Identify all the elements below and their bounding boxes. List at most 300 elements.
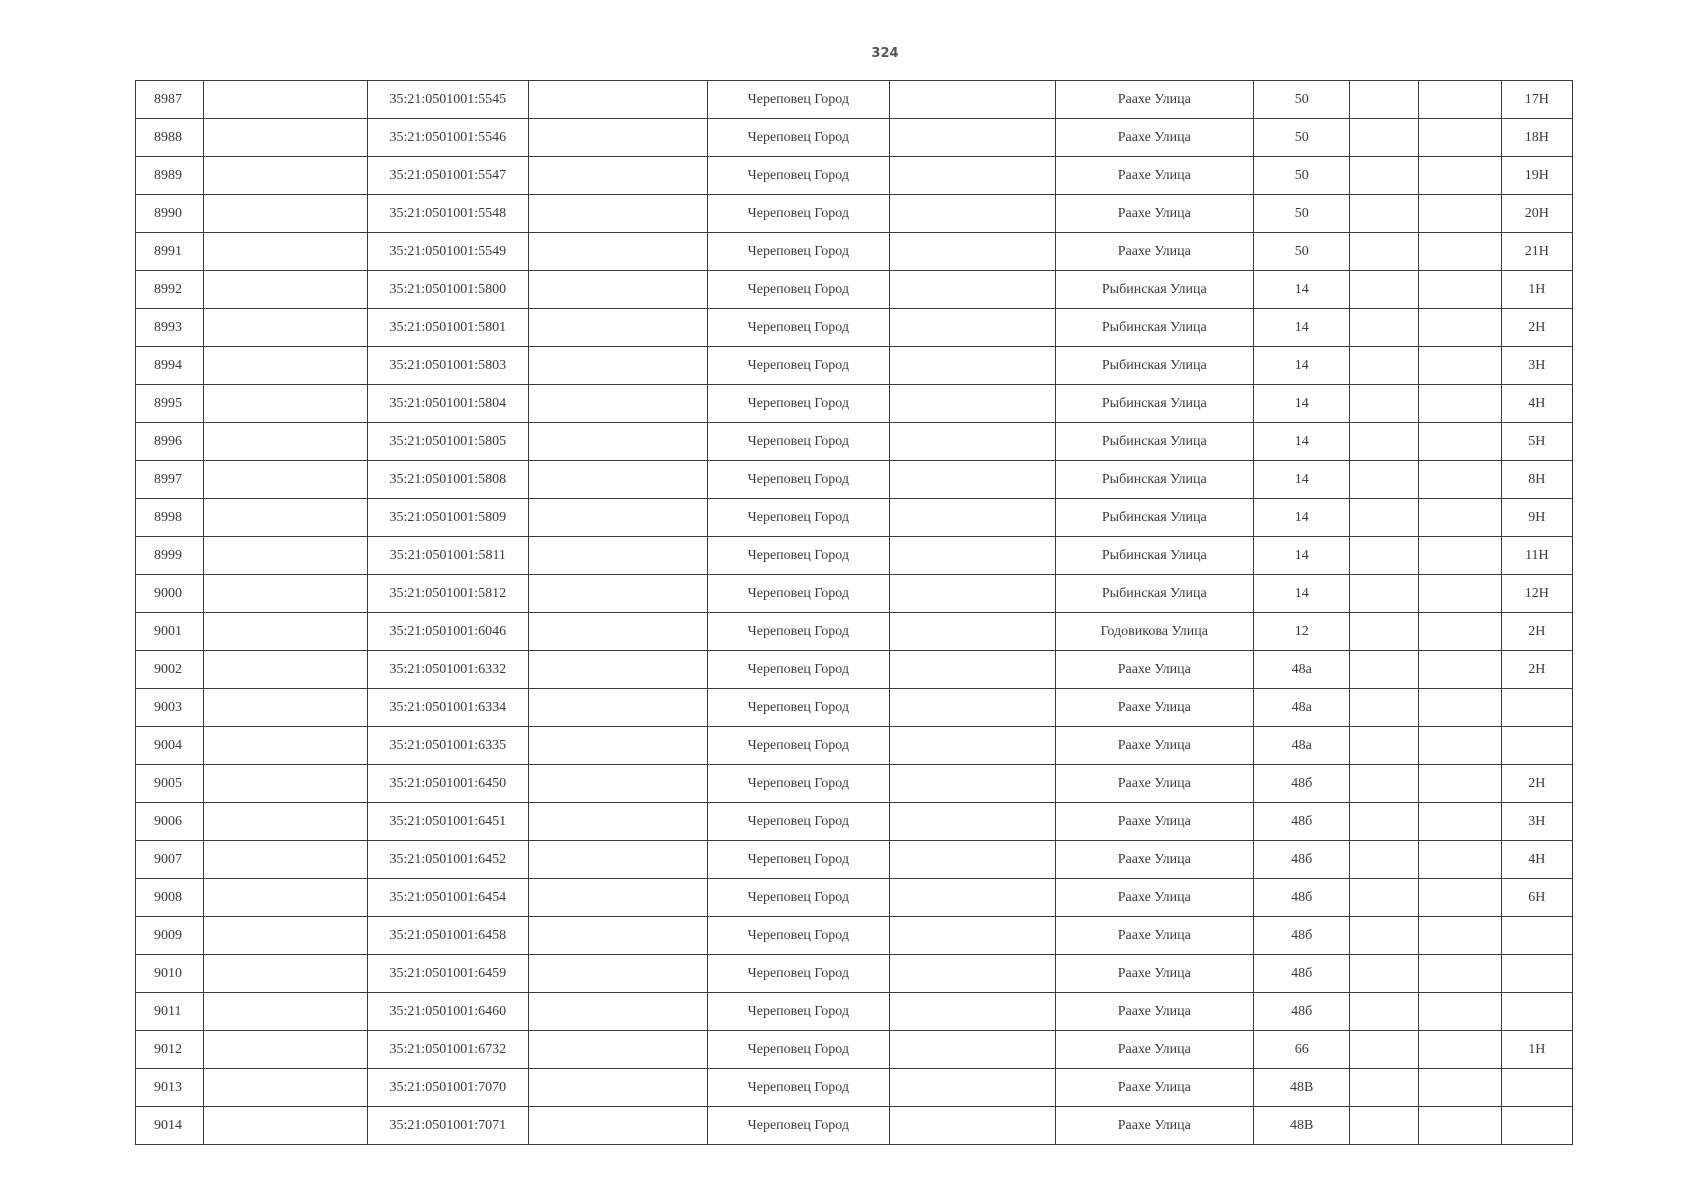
house-number-cell: 48а — [1254, 651, 1350, 689]
empty-cell — [890, 271, 1055, 309]
row-number-cell: 9003 — [136, 689, 204, 727]
table-row — [136, 385, 1573, 423]
locality-cell: Череповец Город — [707, 233, 890, 271]
empty-cell — [529, 1031, 707, 1069]
premises-number-cell: 1Н — [1501, 271, 1572, 309]
premises-number-cell — [1501, 1107, 1572, 1145]
house-number-cell: 14 — [1254, 461, 1350, 499]
empty-cell — [1350, 727, 1418, 765]
street-cell: Раахе Улица — [1055, 651, 1254, 689]
cadastral-number-cell: 35:21:0501001:5546 — [367, 119, 528, 157]
empty-cell — [529, 575, 707, 613]
empty-cell — [890, 917, 1055, 955]
empty-cell — [890, 423, 1055, 461]
street-cell: Раахе Улица — [1055, 1107, 1254, 1145]
street-cell: Раахе Улица — [1055, 765, 1254, 803]
empty-cell — [1418, 765, 1501, 803]
table-row — [136, 461, 1573, 499]
empty-cell — [204, 575, 367, 613]
empty-cell — [204, 993, 367, 1031]
empty-cell — [529, 119, 707, 157]
cadastral-number-cell: 35:21:0501001:5809 — [367, 499, 528, 537]
house-number-cell: 48В — [1254, 1107, 1350, 1145]
premises-number-cell: 3Н — [1501, 347, 1572, 385]
house-number-cell: 14 — [1254, 499, 1350, 537]
empty-cell — [204, 727, 367, 765]
empty-cell — [204, 195, 367, 233]
street-cell: Рыбинская Улица — [1055, 309, 1254, 347]
locality-cell: Череповец Город — [707, 81, 890, 119]
house-number-cell: 14 — [1254, 385, 1350, 423]
empty-cell — [890, 727, 1055, 765]
house-number-cell: 14 — [1254, 309, 1350, 347]
table-row — [136, 613, 1573, 651]
table-row — [136, 233, 1573, 271]
premises-number-cell: 20Н — [1501, 195, 1572, 233]
empty-cell — [529, 727, 707, 765]
row-number-cell: 8987 — [136, 81, 204, 119]
table-row — [136, 955, 1573, 993]
empty-cell — [1350, 347, 1418, 385]
empty-cell — [1350, 461, 1418, 499]
empty-cell — [890, 233, 1055, 271]
street-cell: Рыбинская Улица — [1055, 385, 1254, 423]
cadastral-number-cell: 35:21:0501001:6454 — [367, 879, 528, 917]
house-number-cell: 14 — [1254, 575, 1350, 613]
empty-cell — [1350, 651, 1418, 689]
premises-number-cell: 8Н — [1501, 461, 1572, 499]
locality-cell: Череповец Город — [707, 651, 890, 689]
empty-cell — [1350, 119, 1418, 157]
empty-cell — [1418, 81, 1501, 119]
table-body — [136, 81, 1573, 1145]
street-cell: Рыбинская Улица — [1055, 575, 1254, 613]
empty-cell — [1350, 195, 1418, 233]
empty-cell — [890, 537, 1055, 575]
empty-cell — [529, 689, 707, 727]
row-number-cell: 9010 — [136, 955, 204, 993]
empty-cell — [890, 993, 1055, 1031]
house-number-cell: 50 — [1254, 195, 1350, 233]
locality-cell: Череповец Город — [707, 461, 890, 499]
empty-cell — [1350, 1069, 1418, 1107]
street-cell: Раахе Улица — [1055, 81, 1254, 119]
empty-cell — [890, 879, 1055, 917]
empty-cell — [1418, 499, 1501, 537]
empty-cell — [1418, 803, 1501, 841]
street-cell: Раахе Улица — [1055, 803, 1254, 841]
table-row — [136, 1031, 1573, 1069]
empty-cell — [204, 917, 367, 955]
empty-cell — [890, 461, 1055, 499]
premises-number-cell: 12Н — [1501, 575, 1572, 613]
street-cell: Раахе Улица — [1055, 195, 1254, 233]
empty-cell — [529, 1107, 707, 1145]
empty-cell — [890, 689, 1055, 727]
empty-cell — [890, 613, 1055, 651]
locality-cell: Череповец Город — [707, 1031, 890, 1069]
empty-cell — [1418, 195, 1501, 233]
street-cell: Раахе Улица — [1055, 157, 1254, 195]
empty-cell — [1418, 271, 1501, 309]
locality-cell: Череповец Город — [707, 879, 890, 917]
house-number-cell: 14 — [1254, 347, 1350, 385]
empty-cell — [890, 347, 1055, 385]
empty-cell — [529, 803, 707, 841]
locality-cell: Череповец Город — [707, 499, 890, 537]
row-number-cell: 9006 — [136, 803, 204, 841]
row-number-cell: 9013 — [136, 1069, 204, 1107]
locality-cell: Череповец Город — [707, 575, 890, 613]
cadastral-number-cell: 35:21:0501001:5812 — [367, 575, 528, 613]
empty-cell — [529, 461, 707, 499]
cadastral-number-cell: 35:21:0501001:6459 — [367, 955, 528, 993]
row-number-cell: 9007 — [136, 841, 204, 879]
premises-number-cell — [1501, 955, 1572, 993]
empty-cell — [1418, 309, 1501, 347]
empty-cell — [1418, 537, 1501, 575]
empty-cell — [529, 879, 707, 917]
empty-cell — [1350, 841, 1418, 879]
empty-cell — [1350, 1107, 1418, 1145]
empty-cell — [204, 765, 367, 803]
empty-cell — [529, 81, 707, 119]
empty-cell — [204, 537, 367, 575]
empty-cell — [204, 651, 367, 689]
empty-cell — [890, 499, 1055, 537]
house-number-cell: 12 — [1254, 613, 1350, 651]
cadastral-number-cell: 35:21:0501001:5545 — [367, 81, 528, 119]
table-row — [136, 119, 1573, 157]
locality-cell: Череповец Город — [707, 1069, 890, 1107]
empty-cell — [1418, 423, 1501, 461]
table-row — [136, 727, 1573, 765]
street-cell: Раахе Улица — [1055, 1069, 1254, 1107]
cadastral-number-cell: 35:21:0501001:5800 — [367, 271, 528, 309]
empty-cell — [890, 1031, 1055, 1069]
empty-cell — [1418, 461, 1501, 499]
locality-cell: Череповец Город — [707, 385, 890, 423]
empty-cell — [204, 955, 367, 993]
row-number-cell: 8996 — [136, 423, 204, 461]
house-number-cell: 48б — [1254, 803, 1350, 841]
empty-cell — [529, 841, 707, 879]
empty-cell — [1418, 1107, 1501, 1145]
empty-cell — [890, 955, 1055, 993]
empty-cell — [1418, 385, 1501, 423]
premises-number-cell: 1Н — [1501, 1031, 1572, 1069]
empty-cell — [890, 651, 1055, 689]
row-number-cell: 8991 — [136, 233, 204, 271]
empty-cell — [1418, 233, 1501, 271]
house-number-cell: 50 — [1254, 81, 1350, 119]
house-number-cell: 14 — [1254, 423, 1350, 461]
cadastral-number-cell: 35:21:0501001:6458 — [367, 917, 528, 955]
premises-number-cell — [1501, 689, 1572, 727]
cadastral-number-cell: 35:21:0501001:5803 — [367, 347, 528, 385]
empty-cell — [204, 1107, 367, 1145]
row-number-cell: 8999 — [136, 537, 204, 575]
premises-number-cell: 19Н — [1501, 157, 1572, 195]
row-number-cell: 9012 — [136, 1031, 204, 1069]
house-number-cell: 48б — [1254, 993, 1350, 1031]
empty-cell — [1418, 955, 1501, 993]
cadastral-number-cell: 35:21:0501001:6452 — [367, 841, 528, 879]
row-number-cell: 9008 — [136, 879, 204, 917]
empty-cell — [890, 841, 1055, 879]
empty-cell — [529, 157, 707, 195]
empty-cell — [204, 81, 367, 119]
street-cell: Раахе Улица — [1055, 917, 1254, 955]
empty-cell — [1418, 347, 1501, 385]
premises-number-cell: 2Н — [1501, 651, 1572, 689]
house-number-cell: 48б — [1254, 917, 1350, 955]
cadastral-number-cell: 35:21:0501001:5549 — [367, 233, 528, 271]
empty-cell — [529, 537, 707, 575]
row-number-cell: 8997 — [136, 461, 204, 499]
street-cell: Раахе Улица — [1055, 727, 1254, 765]
premises-number-cell — [1501, 1069, 1572, 1107]
cadastral-number-cell: 35:21:0501001:5804 — [367, 385, 528, 423]
empty-cell — [1350, 879, 1418, 917]
locality-cell: Череповец Город — [707, 347, 890, 385]
cadastral-number-cell: 35:21:0501001:6732 — [367, 1031, 528, 1069]
empty-cell — [1418, 727, 1501, 765]
table-row — [136, 271, 1573, 309]
cadastral-number-cell: 35:21:0501001:6460 — [367, 993, 528, 1031]
house-number-cell: 48а — [1254, 689, 1350, 727]
premises-number-cell: 6Н — [1501, 879, 1572, 917]
house-number-cell: 48б — [1254, 879, 1350, 917]
house-number-cell: 50 — [1254, 233, 1350, 271]
premises-number-cell: 3Н — [1501, 803, 1572, 841]
row-number-cell: 9004 — [136, 727, 204, 765]
empty-cell — [1418, 879, 1501, 917]
empty-cell — [1350, 689, 1418, 727]
empty-cell — [890, 1069, 1055, 1107]
premises-number-cell: 5Н — [1501, 423, 1572, 461]
empty-cell — [1350, 81, 1418, 119]
street-cell: Годовикова Улица — [1055, 613, 1254, 651]
street-cell: Рыбинская Улица — [1055, 347, 1254, 385]
empty-cell — [890, 385, 1055, 423]
street-cell: Раахе Улица — [1055, 955, 1254, 993]
house-number-cell: 66 — [1254, 1031, 1350, 1069]
empty-cell — [890, 803, 1055, 841]
table-row — [136, 1107, 1573, 1145]
house-number-cell: 48б — [1254, 955, 1350, 993]
table-row — [136, 537, 1573, 575]
empty-cell — [529, 917, 707, 955]
table-row — [136, 195, 1573, 233]
empty-cell — [1418, 575, 1501, 613]
empty-cell — [1418, 1069, 1501, 1107]
table-row — [136, 803, 1573, 841]
locality-cell: Череповец Город — [707, 613, 890, 651]
table-row — [136, 841, 1573, 879]
empty-cell — [204, 1069, 367, 1107]
cadastral-number-cell: 35:21:0501001:5808 — [367, 461, 528, 499]
locality-cell: Череповец Город — [707, 993, 890, 1031]
locality-cell: Череповец Город — [707, 955, 890, 993]
cadastral-number-cell: 35:21:0501001:5811 — [367, 537, 528, 575]
row-number-cell: 9000 — [136, 575, 204, 613]
empty-cell — [529, 423, 707, 461]
empty-cell — [529, 271, 707, 309]
empty-cell — [204, 347, 367, 385]
locality-cell: Череповец Город — [707, 841, 890, 879]
empty-cell — [890, 309, 1055, 347]
empty-cell — [529, 233, 707, 271]
table-row — [136, 575, 1573, 613]
cadastral-number-cell: 35:21:0501001:7070 — [367, 1069, 528, 1107]
locality-cell: Череповец Город — [707, 119, 890, 157]
empty-cell — [1418, 917, 1501, 955]
empty-cell — [204, 841, 367, 879]
house-number-cell: 50 — [1254, 157, 1350, 195]
locality-cell: Череповец Город — [707, 195, 890, 233]
empty-cell — [204, 271, 367, 309]
empty-cell — [1350, 575, 1418, 613]
empty-cell — [1418, 841, 1501, 879]
premises-number-cell: 2Н — [1501, 613, 1572, 651]
row-number-cell: 8989 — [136, 157, 204, 195]
house-number-cell: 48В — [1254, 1069, 1350, 1107]
table-row — [136, 347, 1573, 385]
cadastral-number-cell: 35:21:0501001:6451 — [367, 803, 528, 841]
empty-cell — [204, 461, 367, 499]
empty-cell — [204, 119, 367, 157]
empty-cell — [204, 879, 367, 917]
row-number-cell: 8988 — [136, 119, 204, 157]
empty-cell — [204, 157, 367, 195]
empty-cell — [529, 347, 707, 385]
street-cell: Раахе Улица — [1055, 879, 1254, 917]
row-number-cell: 9009 — [136, 917, 204, 955]
cadastral-number-cell: 35:21:0501001:6335 — [367, 727, 528, 765]
house-number-cell: 50 — [1254, 119, 1350, 157]
table-row — [136, 689, 1573, 727]
empty-cell — [1350, 423, 1418, 461]
premises-number-cell — [1501, 993, 1572, 1031]
street-cell: Рыбинская Улица — [1055, 423, 1254, 461]
table-row — [136, 651, 1573, 689]
empty-cell — [1350, 613, 1418, 651]
street-cell: Рыбинская Улица — [1055, 537, 1254, 575]
empty-cell — [890, 575, 1055, 613]
row-number-cell: 9002 — [136, 651, 204, 689]
premises-number-cell: 2Н — [1501, 309, 1572, 347]
cadastral-number-cell: 35:21:0501001:6334 — [367, 689, 528, 727]
locality-cell: Череповец Город — [707, 157, 890, 195]
empty-cell — [1350, 765, 1418, 803]
row-number-cell: 8995 — [136, 385, 204, 423]
empty-cell — [1350, 271, 1418, 309]
street-cell: Раахе Улица — [1055, 993, 1254, 1031]
empty-cell — [204, 1031, 367, 1069]
empty-cell — [1350, 993, 1418, 1031]
premises-number-cell: 4Н — [1501, 841, 1572, 879]
empty-cell — [529, 651, 707, 689]
street-cell: Раахе Улица — [1055, 689, 1254, 727]
empty-cell — [1350, 1031, 1418, 1069]
locality-cell: Череповец Город — [707, 309, 890, 347]
empty-cell — [1418, 1031, 1501, 1069]
empty-cell — [890, 1107, 1055, 1145]
empty-cell — [529, 1069, 707, 1107]
empty-cell — [204, 689, 367, 727]
cadastral-number-cell: 35:21:0501001:6046 — [367, 613, 528, 651]
empty-cell — [890, 765, 1055, 803]
empty-cell — [204, 613, 367, 651]
empty-cell — [204, 803, 367, 841]
locality-cell: Череповец Город — [707, 537, 890, 575]
table-row — [136, 157, 1573, 195]
premises-number-cell: 4Н — [1501, 385, 1572, 423]
empty-cell — [1350, 499, 1418, 537]
row-number-cell: 9011 — [136, 993, 204, 1031]
locality-cell: Череповец Город — [707, 689, 890, 727]
house-number-cell: 48а — [1254, 727, 1350, 765]
empty-cell — [204, 233, 367, 271]
empty-cell — [204, 423, 367, 461]
street-cell: Раахе Улица — [1055, 233, 1254, 271]
row-number-cell: 9014 — [136, 1107, 204, 1145]
table-row — [136, 993, 1573, 1031]
empty-cell — [1350, 157, 1418, 195]
empty-cell — [529, 385, 707, 423]
table-row — [136, 309, 1573, 347]
empty-cell — [1418, 993, 1501, 1031]
registry-table — [135, 80, 1573, 1145]
premises-number-cell: 2Н — [1501, 765, 1572, 803]
row-number-cell: 8998 — [136, 499, 204, 537]
empty-cell — [529, 309, 707, 347]
empty-cell — [1350, 309, 1418, 347]
street-cell: Раахе Улица — [1055, 841, 1254, 879]
empty-cell — [529, 499, 707, 537]
empty-cell — [1418, 613, 1501, 651]
locality-cell: Череповец Город — [707, 765, 890, 803]
empty-cell — [529, 613, 707, 651]
empty-cell — [1350, 803, 1418, 841]
empty-cell — [1350, 537, 1418, 575]
empty-cell — [890, 157, 1055, 195]
empty-cell — [529, 993, 707, 1031]
table-row — [136, 423, 1573, 461]
cadastral-number-cell: 35:21:0501001:5548 — [367, 195, 528, 233]
house-number-cell: 48б — [1254, 841, 1350, 879]
table-row — [136, 765, 1573, 803]
cadastral-number-cell: 35:21:0501001:5801 — [367, 309, 528, 347]
empty-cell — [529, 955, 707, 993]
street-cell: Раахе Улица — [1055, 1031, 1254, 1069]
locality-cell: Череповец Город — [707, 423, 890, 461]
empty-cell — [1418, 157, 1501, 195]
table-row — [136, 81, 1573, 119]
locality-cell: Череповец Город — [707, 271, 890, 309]
house-number-cell: 14 — [1254, 537, 1350, 575]
premises-number-cell: 21Н — [1501, 233, 1572, 271]
premises-number-cell: 17Н — [1501, 81, 1572, 119]
row-number-cell: 8990 — [136, 195, 204, 233]
locality-cell: Череповец Город — [707, 803, 890, 841]
row-number-cell: 8993 — [136, 309, 204, 347]
empty-cell — [204, 309, 367, 347]
cadastral-number-cell: 35:21:0501001:5805 — [367, 423, 528, 461]
table-row — [136, 917, 1573, 955]
table-row — [136, 1069, 1573, 1107]
